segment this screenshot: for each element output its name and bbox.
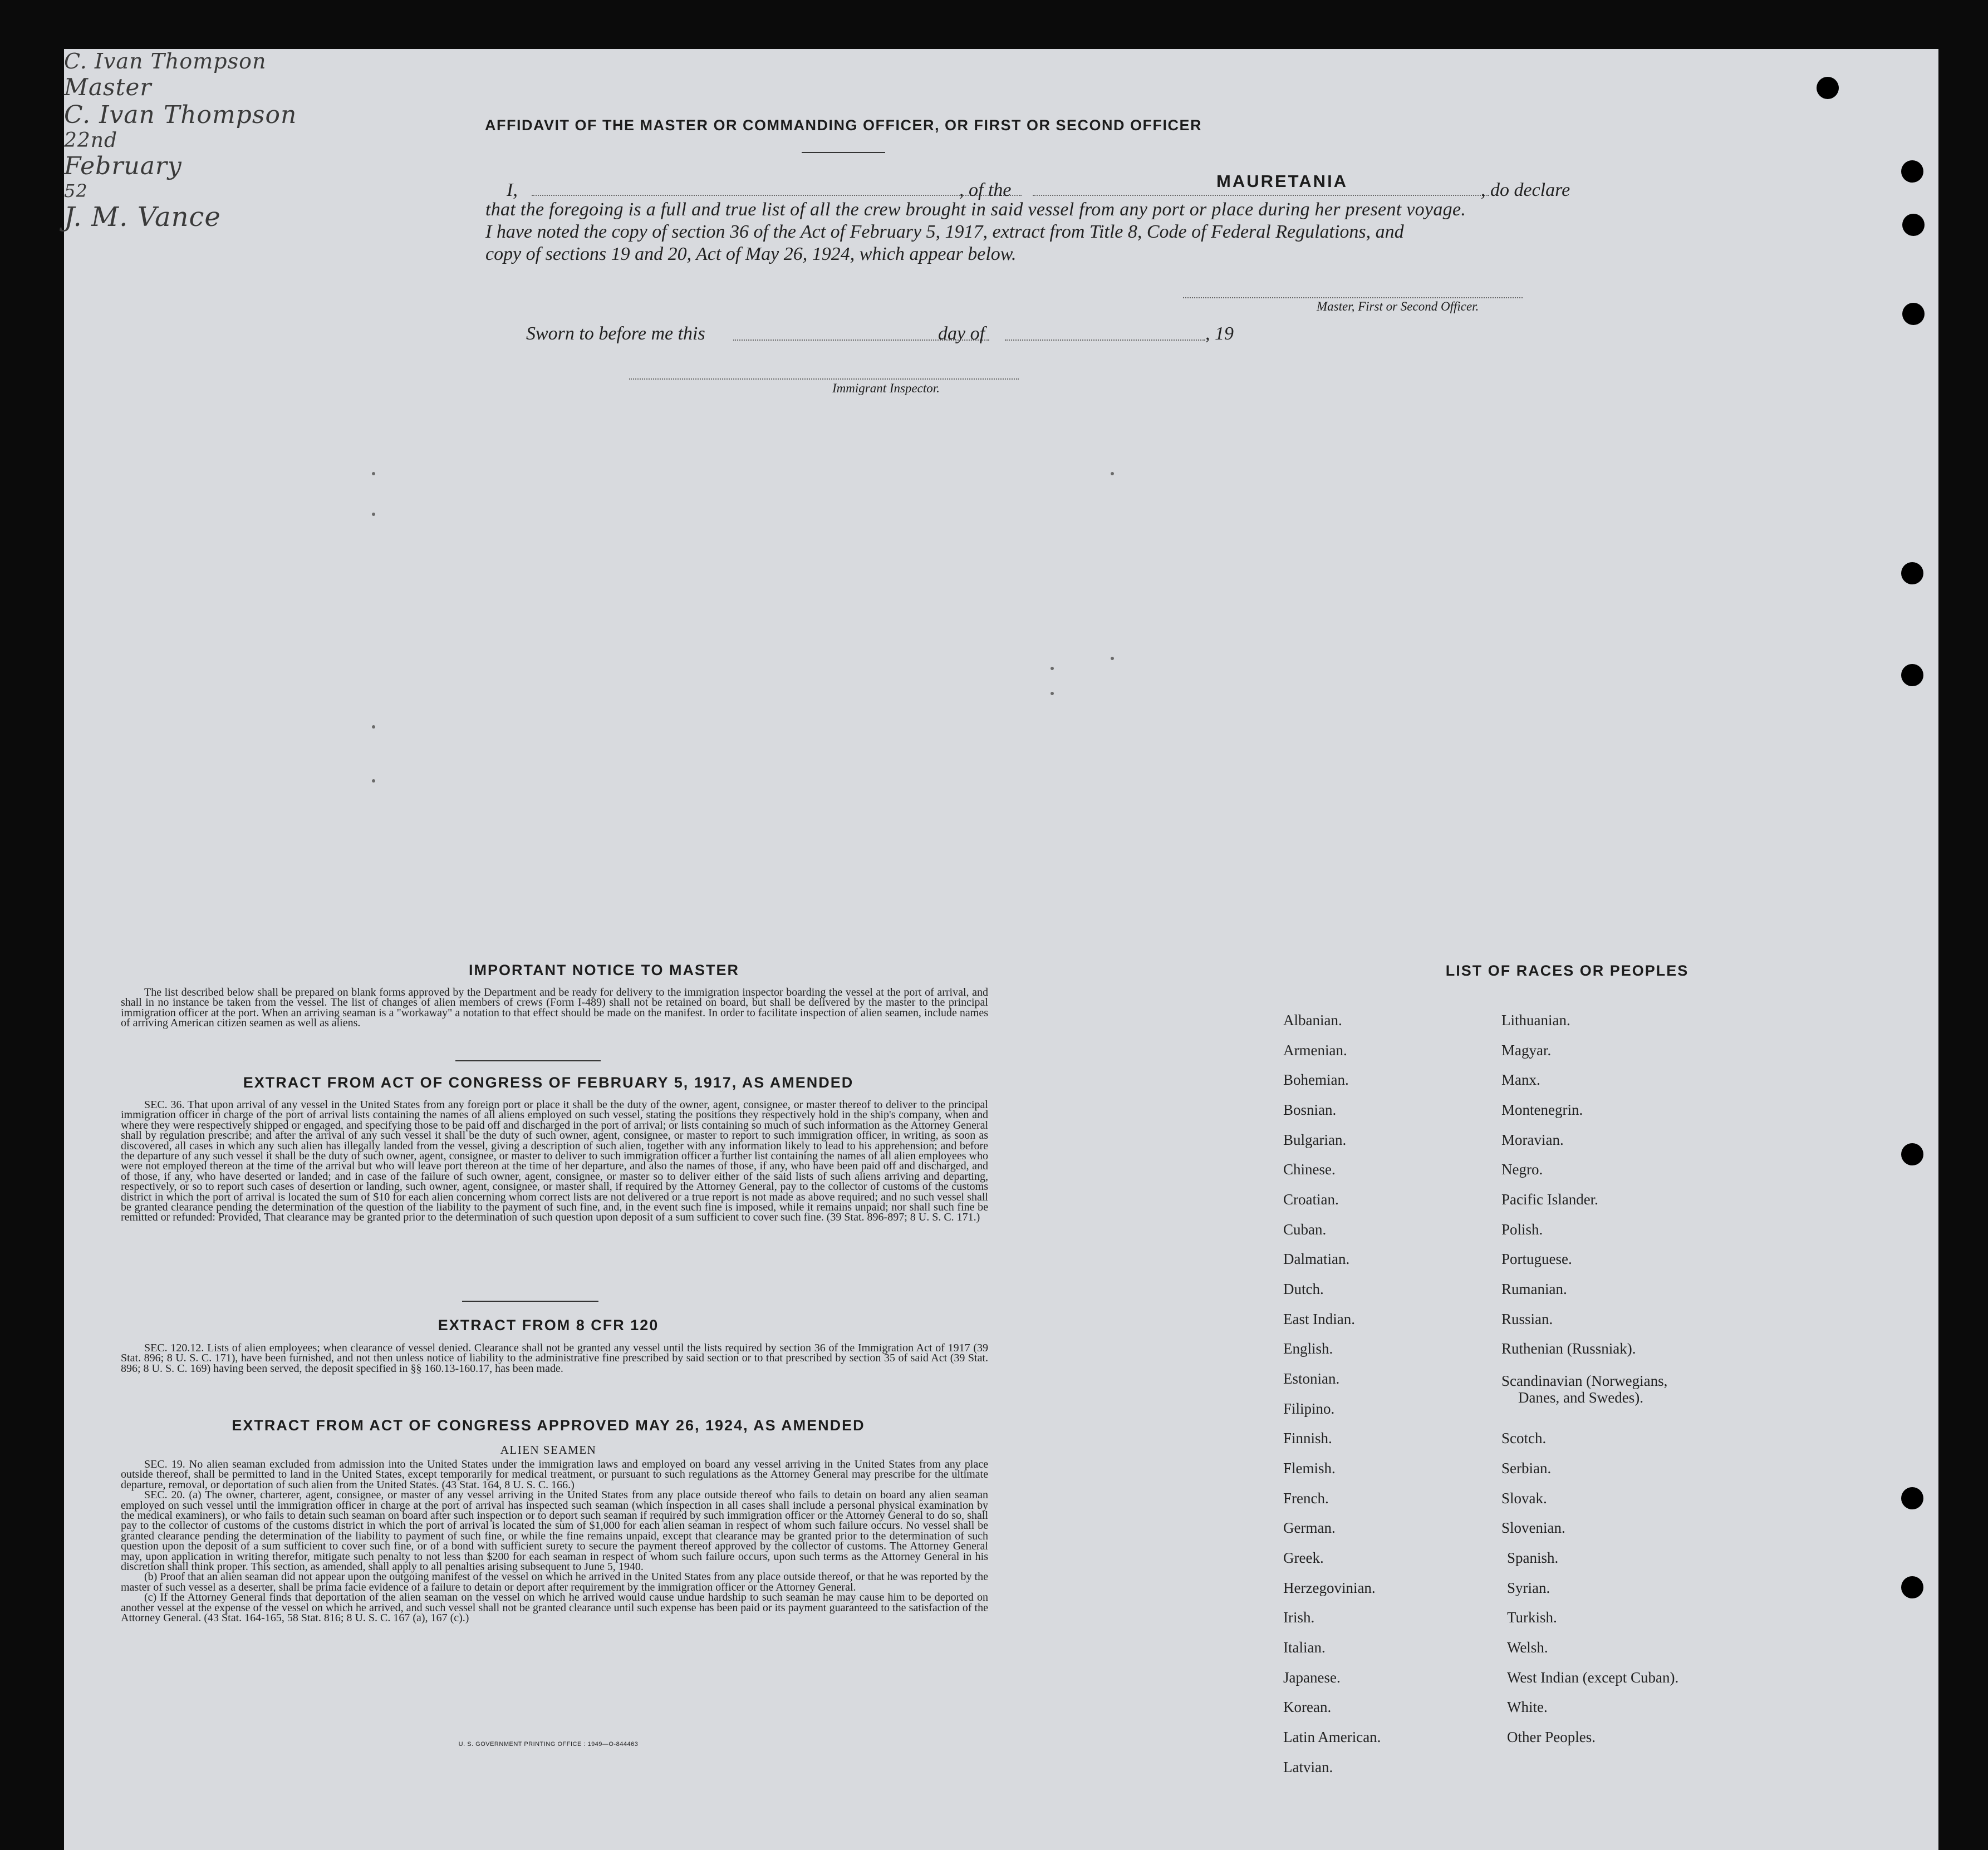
race-item: Moravian. — [1501, 1131, 1564, 1148]
race-item: Serbian. — [1501, 1460, 1552, 1477]
affidavit-title: AFFIDAVIT OF THE MASTER OR COMMANDING OFFICER, OR FIRST OR SECOND OFFICER — [485, 117, 1202, 134]
title-rule — [802, 152, 885, 153]
notice-title: IMPORTANT NOTICE TO MASTER — [469, 962, 739, 978]
master-name-underline — [532, 195, 1022, 196]
sworn-month-line — [1005, 340, 1205, 341]
race-item: Ruthenian (Russniak). — [1501, 1340, 1636, 1357]
divider-1 — [455, 1060, 601, 1061]
race-item: West Indian (except Cuban). — [1507, 1669, 1679, 1686]
extract-1917-title: EXTRACT FROM ACT OF CONGRESS OF FEBRUARY 5, 1917, AS AMENDED — [243, 1074, 854, 1091]
race-item: East Indian. — [1283, 1311, 1355, 1327]
race-item: Bohemian. — [1283, 1071, 1349, 1088]
punch-hole — [1902, 303, 1925, 325]
master-caption: Master, First or Second Officer. — [1317, 299, 1479, 313]
race-item: Albanian. — [1283, 1012, 1342, 1029]
race-item: Cuban. — [1283, 1221, 1327, 1238]
race-item: Irish. — [1283, 1609, 1315, 1626]
race-item: Lithuanian. — [1501, 1012, 1570, 1029]
race-item: Japanese. — [1283, 1669, 1341, 1686]
declaration-line-2: that the foregoing is a full and true list of all the crew brought in said vessel from any port or place during her present voyage. — [485, 199, 1466, 220]
race-item: Latvian. — [1283, 1759, 1333, 1775]
extract-1924-title: EXTRACT FROM ACT OF CONGRESS APPROVED MAY 26, 1924, AS AMENDED — [232, 1417, 865, 1434]
rank-handwritten: Master — [64, 73, 152, 101]
race-item: Finnish. — [1283, 1430, 1332, 1446]
speck — [1051, 692, 1054, 695]
year-suffix: 52 — [64, 180, 88, 201]
race-item: Croatian. — [1283, 1191, 1339, 1208]
race-item: Scandinavian (Norwegians, — [1501, 1372, 1668, 1389]
declarant-prefix: I, — [507, 180, 518, 200]
sworn-prefix: Sworn to before me this — [526, 323, 705, 344]
declaration-line-4: copy of sections 19 and 20, Act of May 26, 1924, which appear below. — [485, 244, 1017, 264]
race-item: Latin American. — [1283, 1729, 1381, 1745]
race-item: English. — [1283, 1340, 1333, 1357]
speck — [372, 513, 375, 516]
race-item: German. — [1283, 1519, 1336, 1536]
race-item: Armenian. — [1283, 1042, 1347, 1059]
sec-20a-text: SEC. 20. (a) The owner, charterer, agent, consignee, or master of any vessel arriving in the United States from any place outside thereof who fails to detain on board any alien seaman employed on such vessel until the immigration officer in charge at the port of arrival has inspected such seaman (which inspection in all cases shall include a personal physical examination by the medical examiners), or who fails to detain such seaman on board after such inspection or to deport such seaman if required by such immigration officer or the Attorney General to do so, shall pay to the collector of customs of the customs district in which the port of arrival is located the sum of $1,000 for each alien seaman in respect of whom such failure occurs. No vessel shall be granted clearance pending the determination of the liability to payment of such fine, or while the fine remains unpaid, except that clearance may be granted prior to the determination of such question upon the deposit of a sum sufficient to cover such fine, or of a bond with sufficient surety to secure the payment thereof approved by the collector of customs. The Attorney General may, upon application in writing therefor, mitigate such penalty to not less than $200 for each seaman in respect of whom such failure occurs, upon such terms as the Attorney General in his discretion shall think proper. This section, as amended, shall apply to all penalties arising subsequent to June 5, 1940. — [121, 1489, 988, 1573]
day-of-label: day of — [938, 323, 985, 344]
race-item: Slovenian. — [1501, 1519, 1565, 1536]
punch-hole — [1902, 214, 1925, 236]
race-item: Danes, and Swedes). — [1518, 1389, 1643, 1406]
speck — [372, 779, 375, 783]
punch-hole — [1901, 1576, 1923, 1598]
sec-20b-text: (b) Proof that an alien seaman did not appear upon the outgoing manifest of the vessel on which he arrived in the United States from any place outside thereof, or that he was reported by the master of such vessel as a deserter, shall be prima facie evidence of a failure to detain or deport after requirement by the immigration officer or the Attorney General. — [121, 1571, 988, 1593]
extract-1924-body — [121, 1459, 988, 1623]
punch-hole — [1901, 664, 1923, 686]
race-item: Manx. — [1501, 1071, 1540, 1088]
punch-hole — [1901, 1487, 1923, 1509]
punch-hole — [1901, 562, 1923, 584]
race-item: Dutch. — [1283, 1281, 1324, 1297]
speck — [1111, 657, 1114, 660]
master-signature: C. Ivan Thompson — [64, 101, 297, 129]
race-item: French. — [1283, 1490, 1329, 1507]
race-item: Syrian. — [1507, 1580, 1550, 1596]
vessel-name: MAURETANIA — [1216, 171, 1348, 191]
sec-19-text: SEC. 19. No alien seaman excluded from admission into the United States under the immigration laws and employed on board any vessel arriving in the United States from any place outside thereof, shall be permitted to land in the United States, except temporarily for medical treatment, or pursuant to such regulations as the Attorney General may prescribe for the ultimate departure, removal, or deportation of such alien from the United States. (43 Stat. 164, 8 U. S. C. 166.) — [121, 1458, 988, 1491]
sworn-month: February — [64, 152, 182, 180]
race-item: Pacific Islander. — [1501, 1191, 1598, 1208]
speck — [372, 725, 375, 729]
sworn-day: 22nd — [64, 129, 118, 152]
extract-1917-body: SEC. 36. That upon arrival of any vessel in the United States from any foreign port or place it shall be the duty of the owner, agent, consignee, or master thereof to deliver to the principal immigration officer in charge of the port of arrival lists containing the names of all aliens employed on such vessel, stating the positions they respectively hold in the ship's company, when and where they were respectively shipped or engaged, and specifying those to be paid off and discharged in the port of arrival; or lists containing so much of such information as the Attorney General shall by regulation prescribe; and after the arrival of any such vessel it shall be the duty of such owner, agent, consignee, or master to report to such immigration officer, in writing, as soon as discovered, all cases in which any such alien has illegally landed from the vessel, giving a description of such alien, together with any information likely to lead to his apprehension; and before the departure of any such vessel it shall be the duty of such owner, agent, consignee, or master to deliver to such immigration officer a further list containing the names of all alien employees who were not employed thereon at the time of the arrival but who will leave port thereon at the time of her departure, and also the names of those, if any, who have been paid off and discharged, and of those, if any, who have deserted or landed; and in case of the failure of such owner, agent, consignee, or master so to deliver either of the said lists of such aliens arriving and departing, respectively, or so to report such cases of desertion or landing, such owner, agent, consignee, or master shall, if required by the Attorney General, pay to the collector of customs of the customs district in which the port of arrival is located the sum of $10 for each alien concerning whom correct lists are not delivered or a true report is not made as above required; and no such vessel shall be granted clearance pending the determination of the question of the liability to the payment of such fine, and, in the event such fine is imposed, while it remains unpaid; nor shall such fine be remitted or refunded: Provided, That clearance may be granted prior to the determination of such question upon deposit of a sum sufficient to cover such fine. (39 Stat. 896-897; 8 U. S. C. 171.) — [121, 1099, 988, 1224]
race-item: Turkish. — [1507, 1609, 1557, 1626]
year-prefix: , 19 — [1205, 323, 1234, 344]
race-item: Italian. — [1283, 1639, 1326, 1656]
speck — [1051, 667, 1054, 670]
race-item: Russian. — [1501, 1311, 1553, 1327]
race-item: Greek. — [1283, 1549, 1324, 1566]
master-name-signature: C. Ivan Thompson — [64, 49, 267, 73]
divider-2 — [462, 1301, 598, 1302]
speck — [372, 472, 375, 475]
notice-body: The list described below shall be prepared on blank forms approved by the Department and be ready for delivery to the immigration inspector boarding the vessel at the port of arrival, and shall in no instance be taken from the vessel. The list of changes of alien members of crews (Form I-489) shall not be retained on board, but shall be delivered by the master to the principal immigration officer at the port. When an arriving seaman is a "workaway" a notation to that effect should be made on the manifest. In order to facilitate inspection of alien seamen, include names of arriving American citizen seamen as well as aliens. — [121, 986, 988, 1030]
extract-cfr-body: SEC. 120.12. Lists of alien employees; when clearance of vessel denied. Clearance shall not be granted any vessel until the lists required by section 36 of the Immigration Act of 1917 (39 Stat. 896; 8 U. S. C. 171), have been furnished, and not then unless notice of liability to the administrative fine prescribed by said section or to that prescribed by section 35 of said Act (39 Stat. 896; 8 U. S. C. 169) having been served, the deposit specified in §§ 160.13-160.17, has been made. — [121, 1342, 988, 1375]
punch-hole — [1901, 1143, 1923, 1165]
race-item: Scotch. — [1501, 1430, 1547, 1446]
form-page — [64, 49, 1938, 1850]
race-item: Slovak. — [1501, 1490, 1547, 1507]
master-signature-line — [1183, 297, 1523, 298]
inspector-caption: Immigrant Inspector. — [832, 381, 940, 395]
race-item: Bosnian. — [1283, 1101, 1337, 1118]
race-item: Portuguese. — [1501, 1251, 1572, 1267]
punch-hole — [1817, 77, 1839, 99]
race-item: Negro. — [1501, 1161, 1543, 1178]
race-item: Flemish. — [1283, 1460, 1336, 1477]
race-item: Korean. — [1283, 1699, 1332, 1715]
race-item: Chinese. — [1283, 1161, 1336, 1178]
race-item: Other Peoples. — [1507, 1729, 1596, 1745]
vessel-underline — [1033, 195, 1489, 196]
race-item: Estonian. — [1283, 1370, 1340, 1387]
race-item: Bulgarian. — [1283, 1131, 1347, 1148]
race-item: Dalmatian. — [1283, 1251, 1350, 1267]
of-the-label: , of the — [959, 180, 1012, 200]
race-item: White. — [1507, 1699, 1548, 1715]
sec-20c-text: (c) If the Attorney General finds that deportation of the alien seaman on the vessel on which he arrived would cause undue hardship to such seaman he may cause him to be deported on another vessel at the expense of the vessel on which he arrived, and such vessel shall not be granted clearance until such expense has been paid or its payment guaranteed to the satisfaction of the Attorney General. (43 Stat. 164-165, 58 Stat. 816; 8 U. S. C. 167 (a), 167 (c).) — [121, 1591, 988, 1625]
race-item: Polish. — [1501, 1221, 1543, 1238]
punch-hole — [1901, 160, 1923, 183]
race-item: Filipino. — [1283, 1400, 1335, 1417]
extract-cfr-title: EXTRACT FROM 8 CFR 120 — [438, 1317, 659, 1334]
races-title: LIST OF RACES OR PEOPLES — [1445, 962, 1689, 979]
speck — [1111, 472, 1114, 475]
inspector-signature-line — [629, 378, 1019, 380]
declaration-line-3: I have noted the copy of section 36 of the Act of February 5, 1917, extract from Title 8, Code of Federal Regulations, and — [485, 222, 1404, 242]
printer-imprint: U. S. GOVERNMENT PRINTING OFFICE : 1949—O-844463 — [458, 1741, 639, 1748]
race-item: Magyar. — [1501, 1042, 1552, 1059]
race-item: Welsh. — [1507, 1639, 1548, 1656]
inspector-signature: J. M. Vance — [64, 201, 221, 233]
race-item: Herzegovinian. — [1283, 1580, 1376, 1596]
race-item: Rumanian. — [1501, 1281, 1567, 1297]
extract-1924-subtitle: ALIEN SEAMEN — [500, 1443, 597, 1457]
race-item: Spanish. — [1507, 1549, 1559, 1566]
race-item: Montenegrin. — [1501, 1101, 1583, 1118]
do-declare-label: , do declare — [1481, 180, 1570, 200]
